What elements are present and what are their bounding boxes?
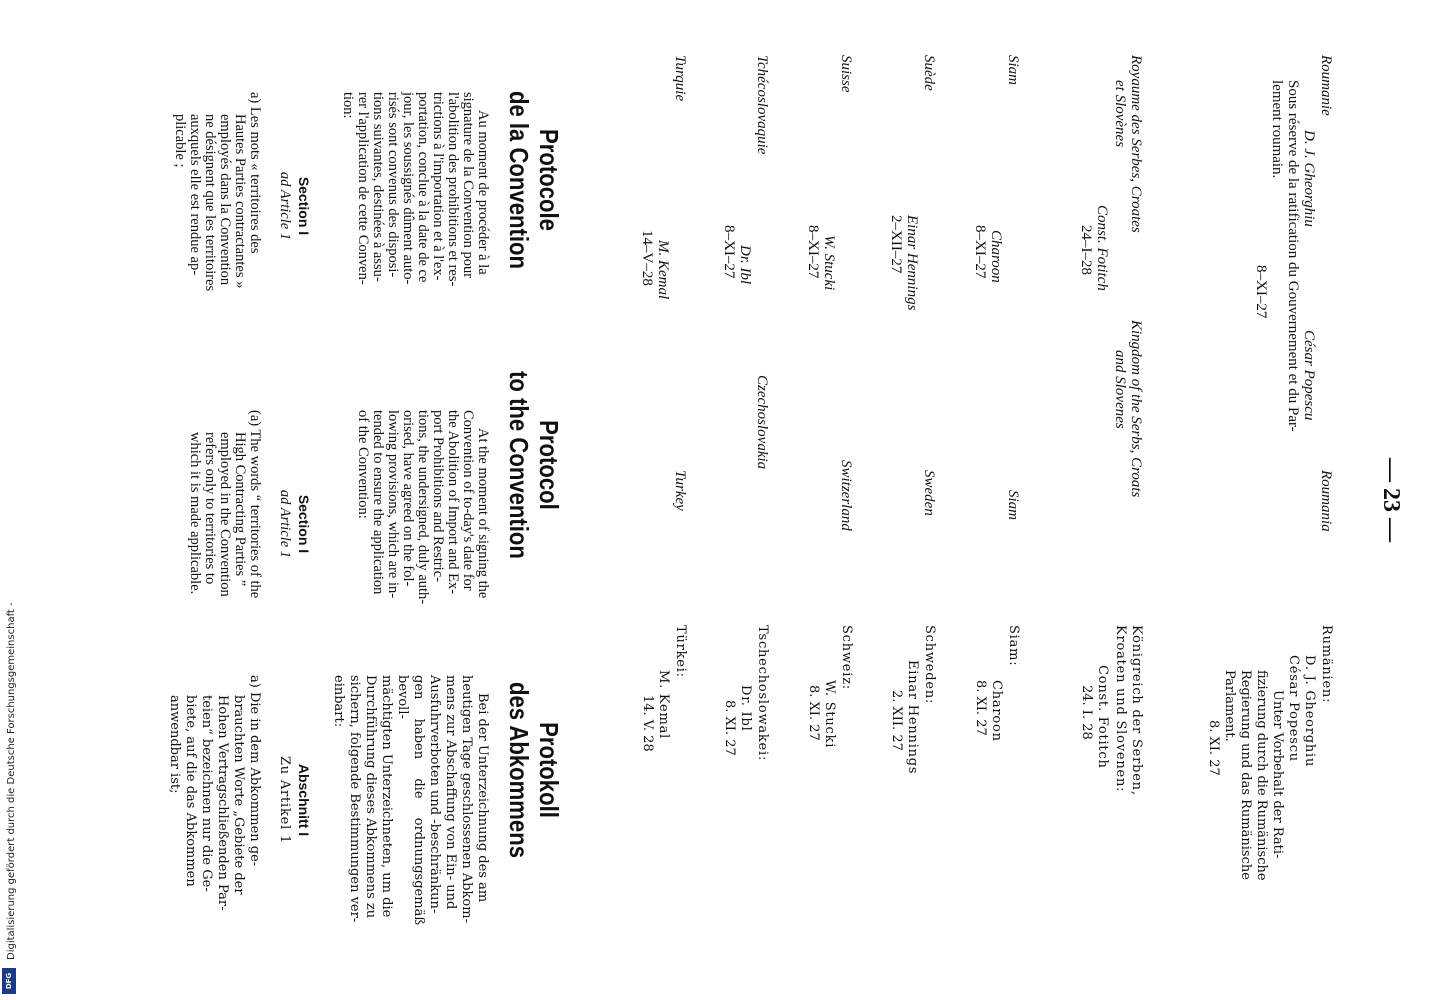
fr-date-suede: 2–XII–27 (888, 215, 904, 274)
de-intro-line: Ausfuhrverboten und -beschränkun- (427, 675, 442, 914)
fr-country-serbes-line2: et Slovènes (1112, 80, 1128, 148)
de-country-schweden: Schweden: (922, 625, 937, 705)
de-reserve-line2: fizierung durch die Rumänische (1254, 670, 1269, 881)
fr-intro-line: l'abolition des prohibitions et res- (445, 92, 461, 287)
fr-intro-line: risés sont convenus des disposi- (385, 92, 401, 278)
fr-item-a (172, 92, 262, 320)
fr-signer-ibl: Dr. Ibl (737, 245, 753, 285)
en-item-a-line: High Contracting Parties ” (232, 432, 248, 587)
fr-date-turquie: 14–V–28 (639, 230, 655, 286)
de-item-a-line: teien“ bezeichnen nur die Ge- (199, 695, 214, 892)
de-item-a (166, 675, 262, 925)
fr-country-serbes-line1: Royaume des Serbes, Croates (1128, 55, 1144, 233)
de-country-tuerkei: Türkei: (673, 625, 688, 678)
fr-reserve-line2: lement roumain. (1269, 80, 1285, 179)
en-item-a-line: which it is made applicable. (187, 432, 203, 595)
de-country-rumaenien: Rumänien: (1319, 625, 1334, 704)
en-intro-line: At the moment of signing the (475, 428, 491, 599)
fr-signer-fotitch: Const. Fotitch (1094, 205, 1110, 291)
fr-country-suisse: Suisse (838, 55, 854, 93)
fr-section-heading: Section I (296, 176, 312, 236)
en-country-sweden: Sweden (921, 470, 937, 516)
de-heading-line2: des Abkommens (504, 681, 534, 859)
de-item-a-line: biete, auf die das Abkommen (183, 695, 198, 887)
en-intro-line: the Abolition of Import and Ex- (445, 410, 461, 595)
de-signer-gheorghiu: D. J. Gheorghiu (1302, 655, 1317, 768)
fr-intro-line: rer l'application de cette Conven- (355, 92, 371, 285)
de-intro-line: heutigen Tage geschlossenen Abkom- (459, 675, 474, 923)
en-country-siam: Siam (1005, 490, 1021, 520)
de-date-tschechoslowakei: 8. XI. 27 (722, 700, 737, 756)
de-signer-popescu: César Popescu (1286, 655, 1301, 762)
fr-intro-paragraph (340, 92, 490, 320)
en-section-heading: Section I (296, 494, 312, 554)
fr-country-suede: Suède (921, 55, 937, 91)
page-number: — 23 — (1378, 458, 1404, 542)
de-date-siam: 8. XI. 27 (973, 680, 988, 736)
fr-heading-line2: de la Convention (504, 90, 534, 270)
en-intro-paragraph (355, 410, 490, 638)
fr-signer-hennings: Einar Hennings (904, 215, 920, 311)
fr-date-suisse: 8–XI–27 (805, 225, 821, 279)
fr-date-serbes: 24–I–28 (1078, 225, 1094, 275)
dfg-logo-text: DFG (5, 972, 13, 990)
fr-signer-charoon: Charoon (988, 230, 1004, 283)
de-item-a-line: a) Die in dem Abkommen ge- (247, 675, 262, 867)
fr-intro-line: tion: (340, 92, 356, 119)
de-intro-paragraph (330, 675, 490, 925)
de-intro-line: Durchführung dieses Abkommens zu (363, 675, 378, 919)
fr-reserve-line1: Sous réserve de la ratification du Gouvernement et du Par- (1285, 80, 1301, 432)
en-intro-line: of the Convention: (355, 410, 371, 519)
fr-country-tchecoslovaquie: Tchécoslovaquie (754, 55, 770, 155)
de-intro-line: mächtigten Unterzeichneten, um die (379, 675, 394, 918)
fr-date-siam: 8–XI–27 (972, 225, 988, 279)
en-country-czechoslovakia: Czechoslovakia (754, 375, 770, 470)
fr-intro-line: portation, conclue à la date de ce (415, 92, 431, 283)
de-signer-fotitch: Const. Fotitch (1095, 665, 1110, 769)
fr-item-a-line: ne désignent que les territoires (202, 114, 218, 292)
de-item-a-line: Hohen Vertragschließenden Par- (215, 695, 230, 911)
de-intro-line: gen haben die ordnungsgemäß bevoll- (395, 675, 426, 925)
en-intro-line: tions, the undersigned, duly auth- (415, 410, 431, 605)
de-country-schweiz: Schweiz: (839, 625, 854, 691)
de-signer-hennings: Einar Hennings (905, 660, 920, 775)
en-item-a-line: employed in the Convention (217, 432, 233, 597)
dfg-logo (2, 968, 16, 994)
en-country-roumania: Roumania (1318, 470, 1334, 532)
de-signer-ibl: Dr. Ibl (738, 685, 753, 732)
de-country-siam: Siam: (1006, 625, 1021, 667)
de-protocol-heading (504, 660, 564, 881)
en-heading-line1: Protocol (534, 420, 564, 510)
fr-intro-line: signature de la Convention pour (460, 92, 476, 279)
de-intro-line: einbart: (331, 675, 346, 728)
de-reserve-line3: Regierung und das Rumänische (1238, 670, 1253, 880)
de-item-a-line: brauchten Worte „Gebiete der (231, 695, 246, 895)
de-intro-line: sichern, folgende Bestimmungen ver- (347, 675, 362, 923)
de-country-serben-line2: Kroaten und Slovenen: (1113, 625, 1128, 793)
de-reserve-line4: Parlament. (1222, 670, 1237, 742)
en-intro-line: tended to ensure the application (370, 410, 386, 595)
de-country-serben-line1: Königreich der Serben, (1129, 625, 1144, 796)
de-intro-line: Bei der Unterzeichnung des am (475, 693, 490, 903)
fr-item-a-line: employés dans la Convention (217, 114, 233, 286)
en-protocol-heading (504, 363, 564, 567)
en-country-serbs-line2: and Slovenes (1112, 350, 1128, 429)
en-intro-line: orised, have agreed on the fol- (400, 410, 416, 587)
de-date-schweden: 2. XII. 27 (889, 690, 904, 751)
en-intro-line: lowing provisions, which are in- (385, 410, 401, 599)
en-heading-line2: to the Convention (504, 371, 534, 559)
de-section-heading: Abschnitt I (296, 763, 312, 837)
fr-item-a-line: auxquels elle est rendue ap- (187, 114, 203, 276)
fr-intro-line: Au moment de procéder à la (475, 110, 491, 275)
fr-country-roumanie: Roumanie (1318, 55, 1334, 116)
fr-intro-line: tions suivantes, destinées à assu- (370, 92, 386, 282)
en-item-a (187, 410, 262, 638)
de-signer-kemal: M. Kemal (656, 670, 671, 740)
de-ad-article: Zu Artikel 1 (277, 755, 292, 844)
de-reserve-line1: Unter Vorbehalt der Rati- (1270, 690, 1285, 859)
fr-heading-line1: Protocole (534, 129, 564, 231)
watermark-text: Digitalisierung gefördert durch die Deutsche Forschungsgemeinschaft - (6, 602, 17, 960)
fr-intro-line: trictions à l'importation et à l'ex- (430, 92, 446, 281)
en-country-turkey: Turkey (672, 470, 688, 511)
digitization-watermark (0, 0, 24, 1000)
fr-signer-kemal: M. Kemal (655, 240, 671, 300)
de-item-a-line: anwendbar ist; (167, 695, 182, 794)
en-item-a-line: refers only to territories to (202, 432, 218, 585)
de-date-tuerkei: 14. V. 28 (640, 695, 655, 752)
de-country-tschechoslowakei: Tschechoslowakei: (755, 625, 770, 762)
fr-item-a-line: Hautes Parties contractantes » (232, 114, 248, 289)
fr-signer-stucki: W. Stucki (821, 235, 837, 291)
en-country-serbs-line1: Kingdom of the Serbs, Croats (1128, 320, 1144, 498)
de-date-serben: 24. I. 28 (1079, 685, 1094, 740)
en-country-switzerland: Switzerland (838, 460, 854, 531)
en-intro-line: Convention of to-day's date for (460, 410, 476, 591)
fr-date-roumanie: 8–XI–27 (1253, 265, 1269, 319)
en-item-a-line: (a) The words “ territories of the (247, 410, 263, 599)
fr-country-siam: Siam (1005, 55, 1021, 85)
fr-item-a-line: plicable ; (172, 114, 188, 168)
fr-ad-article: ad Article 1 (277, 171, 293, 241)
fr-protocol-heading (504, 78, 564, 282)
fr-signer-gheorghiu: D. J. Gheorghiu (1301, 130, 1317, 227)
de-intro-line: mens zur Abschaffung von Ein- und (443, 675, 458, 910)
en-intro-line: port Prohibitions and Restric- (430, 410, 446, 582)
fr-item-a-line: a) Les mots « territoires des (247, 92, 263, 254)
de-date-rumaenien: 8. XI. 27 (1206, 720, 1221, 776)
fr-intro-line: jour, les soussignés dûment auto- (400, 92, 416, 285)
fr-date-tcheco: 8–XI–27 (721, 225, 737, 279)
en-ad-article: ad Article 1 (277, 489, 293, 559)
fr-signer-popescu: César Popescu (1301, 330, 1317, 421)
fr-country-turquie: Turquie (672, 55, 688, 102)
de-date-schweiz: 8. XI. 27 (806, 685, 821, 741)
de-heading-line1: Protokoll (534, 722, 564, 818)
de-signer-charoon: Charoon (989, 680, 1004, 742)
de-signer-stucki: W. Stucki (822, 680, 837, 749)
